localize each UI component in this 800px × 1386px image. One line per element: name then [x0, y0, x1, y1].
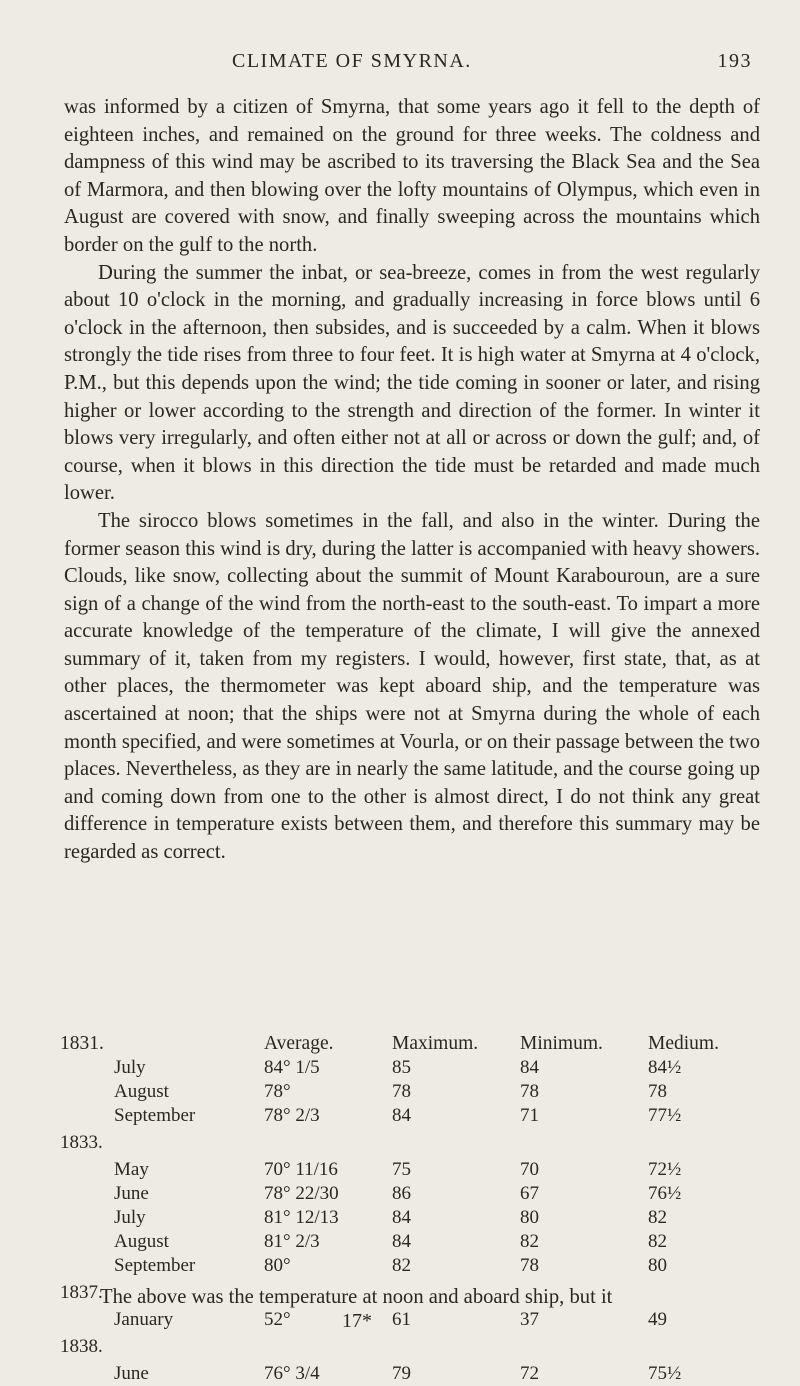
paragraph: The sirocco blows sometimes in the fall, and also in the winter. During the former season this wind is dry, during the latter is accompanied with heavy showers. Clouds, like snow, collecting about the summit of Mount Karabouroun, are a sure sign of a change of the wind from the north-east to the south-east. To impart a more accurate knowledge of the temperature of the climate, I will give the annexed summary of it, taken from my registers. I would, however, first state, that, as at other places, the thermometer was kept aboard ship, and the temperature was ascertained at noon; that the ships were not at Smyrna during the whole of each month specified, and were sometimes at Vourla, or on their passage between the two places. Nevertheless, as they are in nearly the same latitude, and the course going up and coming down from one to the other is almost direct, I do not think any great difference in temperature exists between them, and therefore this summary may be regarded as correct. [64, 509, 760, 864]
table-cell-month: June [114, 1363, 149, 1384]
table-cell-average: 78° 22/30 [264, 1183, 339, 1204]
table-cell-average [264, 1332, 392, 1362]
table-cell-year: 1837. [60, 1282, 103, 1303]
table-cell-medium: 49 [648, 1309, 667, 1330]
table-cell-minimum: 80 [520, 1207, 539, 1228]
column-header: Average. [264, 1033, 334, 1054]
table-cell-medium: 77½ [648, 1105, 682, 1126]
table-cell-year [60, 1308, 114, 1332]
table-cell-month: January [114, 1309, 174, 1330]
table-header-row [60, 1032, 772, 1056]
table-cell-medium [648, 1128, 772, 1158]
table-cell-minimum: 67 [520, 1183, 539, 1204]
table-cell-month [114, 1128, 264, 1158]
table-cell-medium: 82 [648, 1231, 667, 1252]
table-cell-year [60, 1080, 114, 1104]
table-cell-month: July [114, 1207, 146, 1228]
table-cell-month: August [114, 1081, 169, 1102]
table-cell-medium: 80 [648, 1255, 667, 1276]
table-cell-medium: 76½ [648, 1183, 682, 1204]
table-cell-average: 76° 3/4 [264, 1363, 320, 1384]
column-header: 1831. [60, 1033, 104, 1054]
column-header: Maximum. [392, 1033, 479, 1054]
table-row [60, 1056, 772, 1080]
page-number: 193 [717, 50, 752, 72]
table-cell-average: 70° 11/16 [264, 1159, 338, 1180]
table-cell-minimum: 84 [520, 1057, 539, 1078]
table-cell-average: 81° 12/13 [264, 1207, 339, 1228]
paragraph: was informed by a citizen of Smyrna, that some years ago it fell to the depth of eighteen inches, and remained on the ground for three weeks. The coldness and dampness of this wind may be ascribed to its traversing the Black Sea and the Sea of Marmora, and then blowing over the lofty mountains of Olympus, which even in August are covered with snow, and finally sweeping across the mountains which border on the gulf to the north. [64, 96, 760, 256]
table-cell-maximum [392, 1332, 520, 1362]
table-row [60, 1158, 772, 1182]
table-row [60, 1308, 772, 1332]
table-cell-maximum [392, 1128, 520, 1158]
table-cell-year: 1838. [60, 1336, 103, 1357]
table-cell-month: June [114, 1183, 149, 1204]
table-cell-year: 1833. [60, 1132, 103, 1153]
table-cell-month: September [114, 1105, 196, 1126]
table-cell-average: 78° 2/3 [264, 1105, 320, 1126]
table-cell-medium: 84½ [648, 1057, 682, 1078]
table-cell-maximum: 78 [392, 1081, 411, 1102]
table-cell-month: September [114, 1255, 196, 1276]
page-title: CLIMATE OF SMYRNA. [232, 50, 472, 72]
table-row [60, 1182, 772, 1206]
table-cell-minimum: 78 [520, 1081, 539, 1102]
table-row [60, 1080, 772, 1104]
table-cell-year [60, 1056, 114, 1080]
column-header: Minimum. [520, 1033, 603, 1054]
table-cell-year [60, 1158, 114, 1182]
table-cell-medium [648, 1332, 772, 1362]
table-row [60, 1104, 772, 1128]
table-cell-maximum: 84 [392, 1105, 411, 1126]
table-cell-year [60, 1362, 114, 1386]
table-cell-month: July [114, 1057, 146, 1078]
table-cell-maximum: 86 [392, 1183, 411, 1204]
table-cell-average: 81° 2/3 [264, 1231, 320, 1252]
table-year-row [60, 1128, 772, 1158]
table-cell-minimum: 72 [520, 1363, 539, 1384]
table-cell-minimum: 78 [520, 1255, 539, 1276]
table-cell-maximum: 79 [392, 1363, 411, 1384]
table-cell-medium: 72½ [648, 1159, 682, 1180]
table-cell-year [60, 1104, 114, 1128]
table-cell-maximum: 82 [392, 1255, 411, 1276]
table-cell-medium: 82 [648, 1207, 667, 1228]
table-cell-maximum: 84 [392, 1207, 411, 1228]
table-cell-maximum: 85 [392, 1057, 411, 1078]
table-cell-year [60, 1254, 114, 1278]
table-cell-medium: 78 [648, 1081, 667, 1102]
table-cell-maximum: 84 [392, 1231, 411, 1252]
table-cell-month: May [114, 1159, 149, 1180]
table-cell-average: 52° [264, 1309, 291, 1330]
paragraph: During the summer the inbat, or sea-breeze, comes in from the west regularly about 10 o'clock in the morning, and gradually increasing in force blows until 6 o'clock in the afternoon, then subsides, and is succeeded by a calm. When it blows strongly the tide rises from three to four feet. It is high water at Smyrna at 4 o'clock, P.M., but this depends upon the wind; the tide coming in sooner or later, and rising higher or lower according to the strength and direction of the former. In winter it blows very irregularly, and often either not at all or across or down the gulf; and, of course, when it blows in this direction the tide must be retarded and made much lower. [64, 261, 760, 505]
body-text [64, 94, 760, 867]
table-cell-average [264, 1128, 392, 1158]
column-header: Medium. [648, 1033, 719, 1054]
table-cell-average: 84° 1/5 [264, 1057, 320, 1078]
table-cell-minimum: 37 [520, 1309, 539, 1330]
table-cell-month: August [114, 1231, 169, 1252]
table-year-row [60, 1332, 772, 1362]
table-cell-minimum: 70 [520, 1159, 539, 1180]
signature-mark: 17* [342, 1310, 372, 1332]
table-cell-minimum [520, 1128, 648, 1158]
table-cell-medium: 75½ [648, 1363, 682, 1384]
table-cell-year [60, 1182, 114, 1206]
table-row [60, 1230, 772, 1254]
table-cell-average: 78° [264, 1081, 291, 1102]
table-cell-minimum: 71 [520, 1105, 539, 1126]
table-cell-minimum [520, 1332, 648, 1362]
table-cell-minimum: 82 [520, 1231, 539, 1252]
temperature-table [60, 1032, 772, 1386]
table-body [60, 1056, 772, 1386]
table-row [60, 1206, 772, 1230]
table-cell-maximum: 75 [392, 1159, 411, 1180]
table-cell-average: 80° [264, 1255, 291, 1276]
table-cell-maximum: 61 [392, 1309, 411, 1330]
table-row [60, 1254, 772, 1278]
table-row [60, 1362, 772, 1386]
table-cell-year [60, 1230, 114, 1254]
table-cell-month [114, 1332, 264, 1362]
table-cell-year [60, 1206, 114, 1230]
continuation-text: The above was the temperature at noon and aboard ship, but it [100, 1286, 613, 1308]
